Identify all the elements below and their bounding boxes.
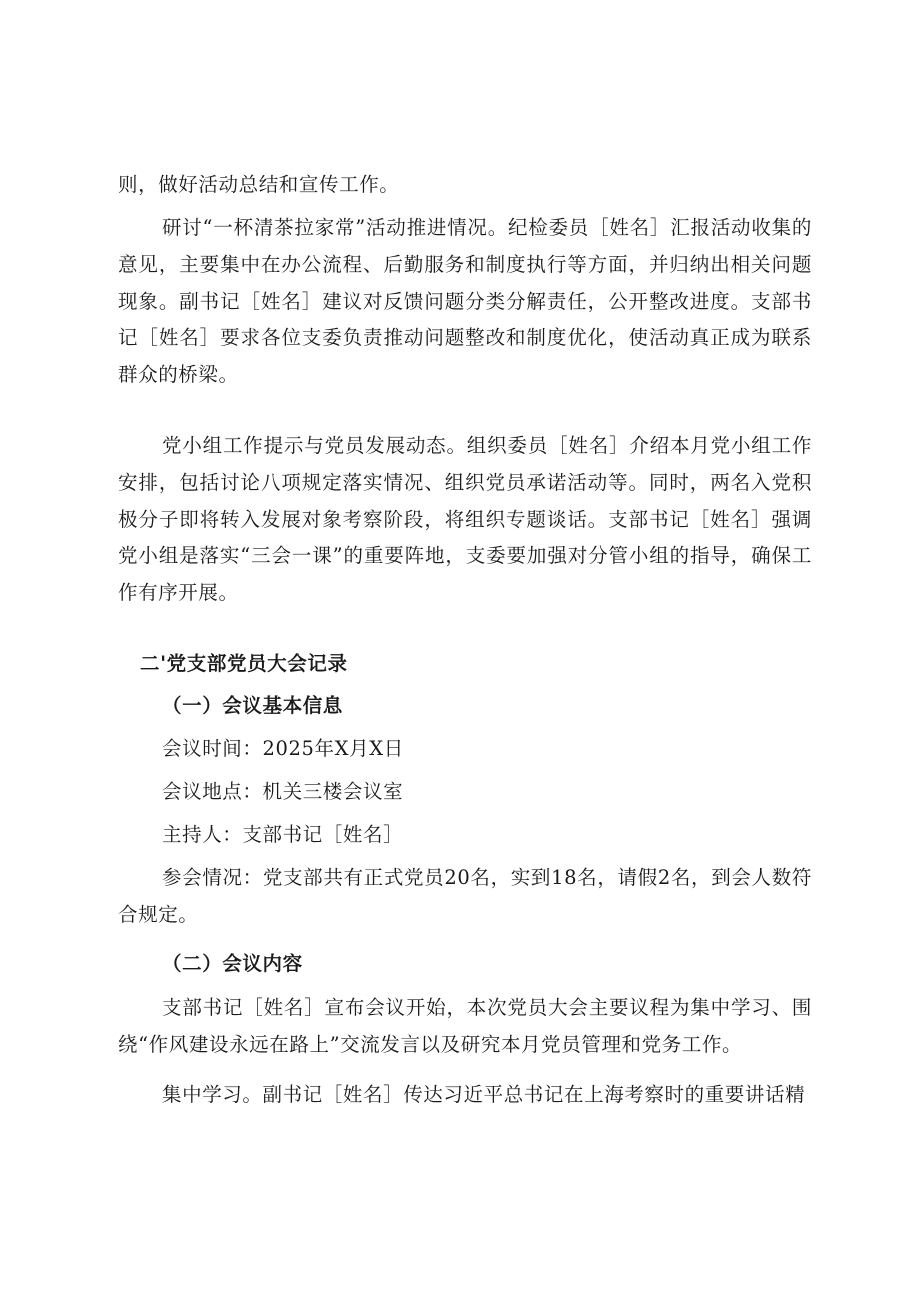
meeting-host: 主持人：支部书记［姓名］	[162, 823, 404, 846]
meeting-attendance: 参会情况：党支部共有正式党员20名，实到18名，请假2名，到会人数符合规定。	[118, 866, 812, 926]
paragraph-meeting-agenda: 支部书记［姓名］宣布会议开始，本次党员大会主要议程为集中学习、围绕“作风建设永远在路上”交流发言以及研究本月党员管理和党务工作。	[118, 996, 812, 1056]
paragraph-study: 集中学习。副书记［姓名］传达习近平总书记在上海考察时的重要讲话精	[162, 1083, 806, 1106]
subsection-2-title: （二）会议内容	[162, 952, 303, 975]
paragraph-tea-activity: 研讨“一杯清茶拉家常”活动推进情况。纪检委员［姓名］汇报活动收集的意见，主要集中在办公流程、后勤服务和制度执行等方面，并归纳出相关问题现象。副书记［姓名］建议对反馈问题分类分解责任，公开整改进度。支部书记［姓名］要求各位支委负责推动问题整改和制度优化，使活动真正成为联系群众的桥梁。	[118, 216, 812, 387]
paragraph-continuation: 则，做好活动总结和宣传工作。	[118, 173, 400, 196]
paragraph-party-group: 党小组工作提示与党员发展动态。组织委员［姓名］介绍本月党小组工作安排，包括讨论八项规定落实情况、组织党员承诺活动等。同时，两名入党积极分子即将转入发展对象考察阶段，将组织专题谈话。支部书记［姓名］强调党小组是落实“三会一课”的重要阵地，支委要加强对分管小组的指导，确保工作有序开展。	[118, 434, 812, 605]
meeting-place: 会议地点：机关三楼会议室	[162, 780, 404, 803]
section-2-title: 二'党支部党员大会记录	[140, 652, 348, 675]
meeting-time: 会议时间：2025年X月X日	[162, 737, 404, 760]
subsection-1-title: （一）会议基本信息	[162, 694, 343, 717]
